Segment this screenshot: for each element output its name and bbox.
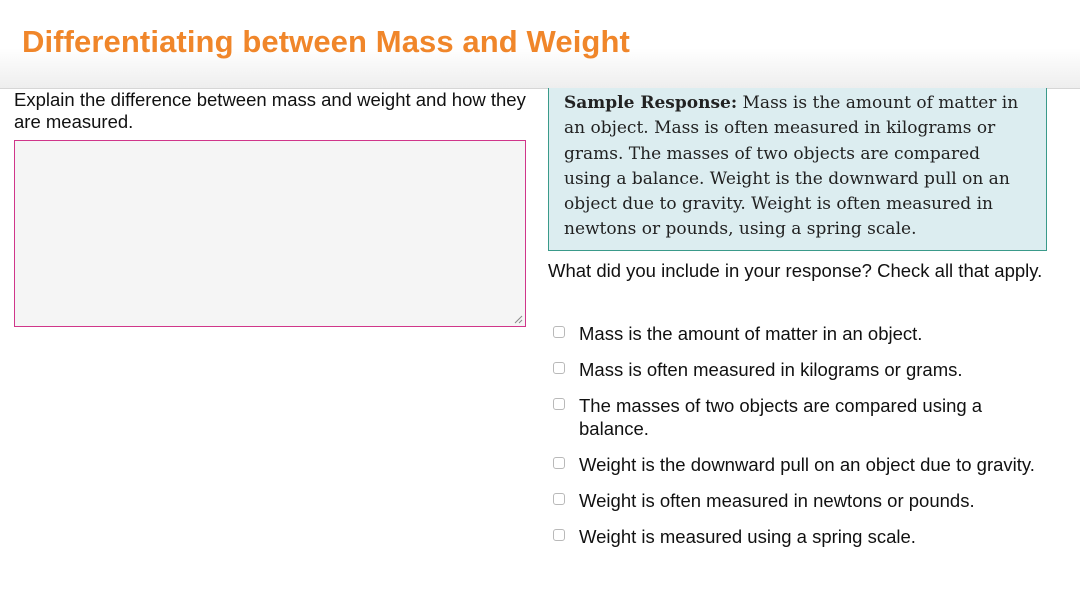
checklist-option-label: Weight is often measured in newtons or pounds. bbox=[579, 490, 975, 511]
checklist-option[interactable] bbox=[551, 453, 1051, 476]
checkbox[interactable] bbox=[553, 493, 565, 505]
checkbox[interactable] bbox=[553, 326, 565, 338]
checklist-option-label: Weight is the downward pull on an object due to gravity. bbox=[579, 454, 1035, 475]
checklist-option-label: Weight is measured using a spring scale. bbox=[579, 526, 916, 547]
checklist-option-label: The masses of two objects are compared using a balance. bbox=[579, 395, 983, 439]
checklist-option[interactable] bbox=[551, 358, 1051, 381]
checkbox[interactable] bbox=[553, 362, 565, 374]
prompt-section bbox=[14, 89, 534, 133]
sample-response-panel bbox=[548, 88, 1047, 251]
checklist-option-label: Mass is the amount of matter in an object. bbox=[579, 323, 923, 344]
checkbox[interactable] bbox=[553, 398, 565, 410]
sample-response-heading: Sample Response: bbox=[564, 93, 738, 113]
page-title: Differentiating between Mass and Weight bbox=[22, 24, 630, 59]
checklist-option[interactable] bbox=[551, 489, 1051, 512]
checklist-option[interactable] bbox=[551, 394, 1051, 440]
sample-response-text: Mass is the amount of matter in an object. Mass is often measured in kilograms or grams. The masses of two objects are compared using a balance. Weight is the downward pull on an object due to gravity. Weight is often measured in newtons or pounds, using a spring scale. bbox=[564, 93, 1019, 240]
checklist-option[interactable] bbox=[551, 525, 1051, 548]
resize-handle-icon[interactable] bbox=[513, 314, 523, 324]
checkbox[interactable] bbox=[553, 457, 565, 469]
checklist-question: What did you include in your response? Check all that apply. bbox=[548, 260, 1043, 281]
prompt-text: Explain the difference between mass and weight and how they are measured. bbox=[14, 89, 526, 132]
checkbox[interactable] bbox=[553, 529, 565, 541]
response-textarea[interactable] bbox=[14, 140, 526, 327]
header-bar bbox=[0, 0, 1080, 89]
checklist-option[interactable] bbox=[551, 322, 1051, 345]
checklist-options bbox=[551, 322, 1051, 561]
checklist-option-label: Mass is often measured in kilograms or grams. bbox=[579, 359, 963, 380]
